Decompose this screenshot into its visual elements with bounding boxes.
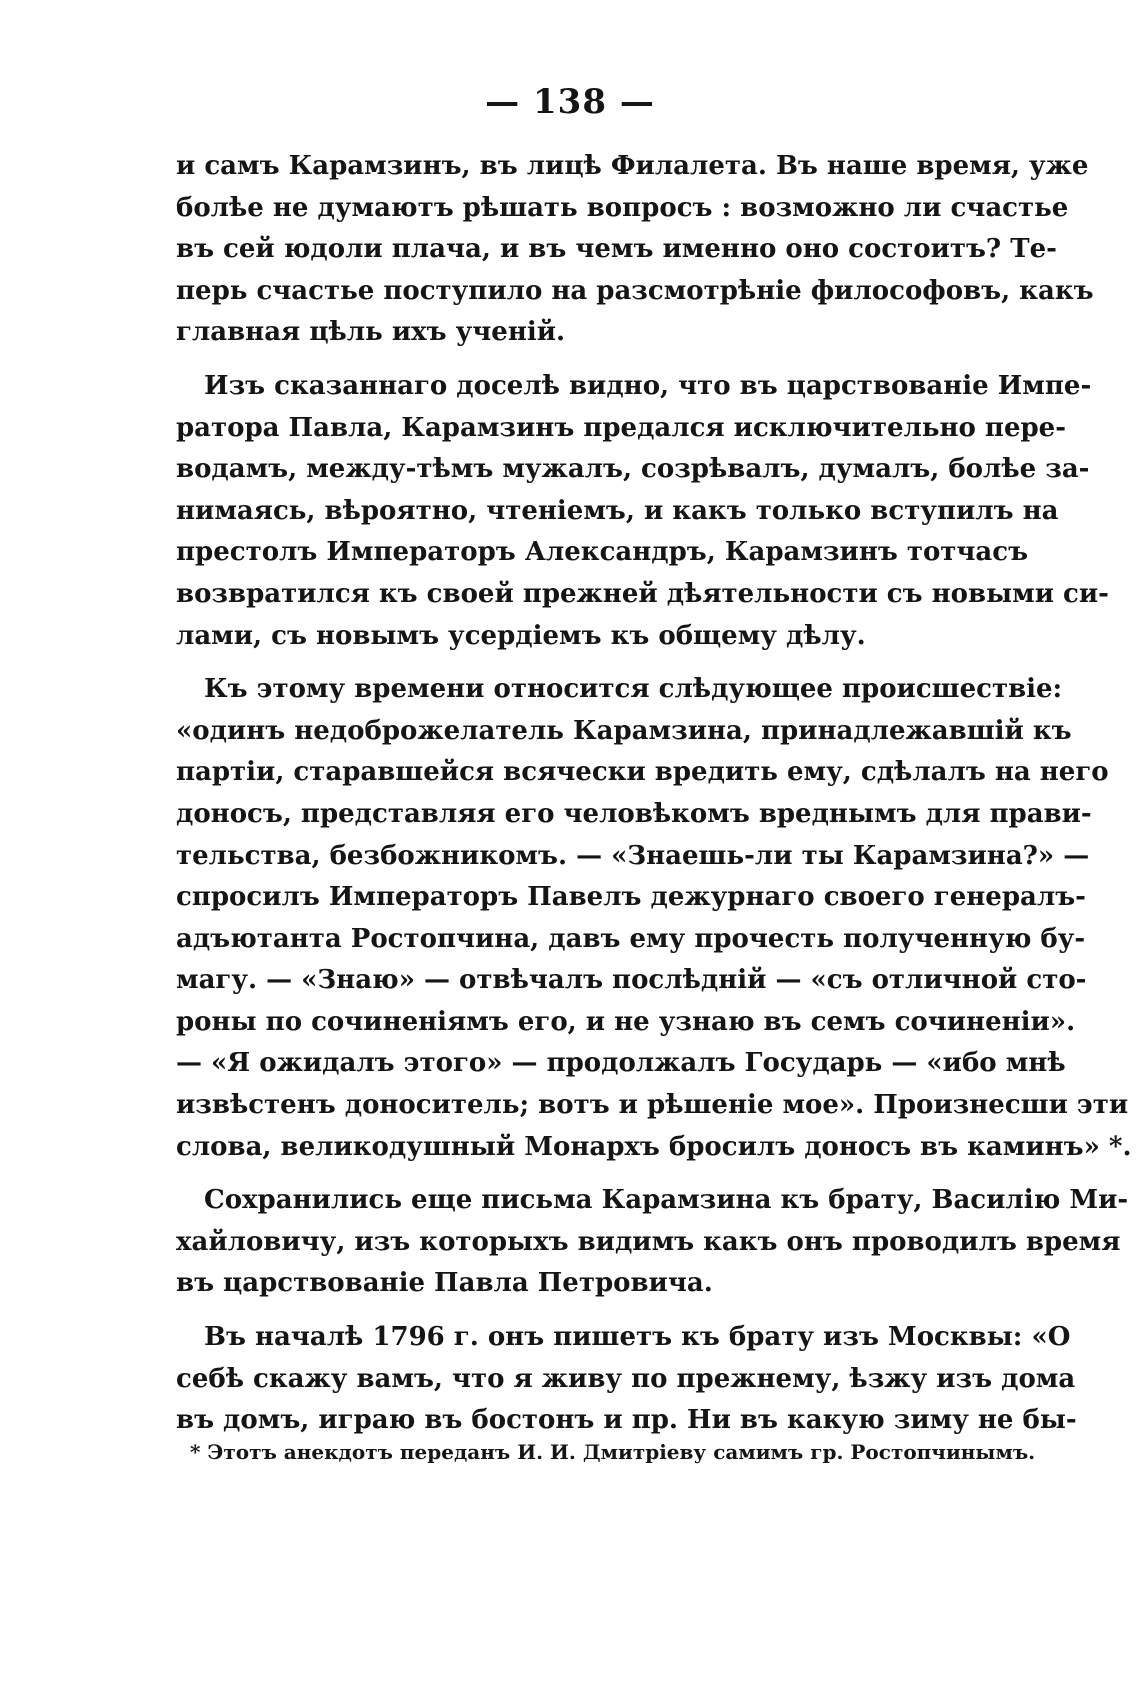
text-line: партіи, старавшейся всячески вредить ему, сдѣлалъ на него: [176, 757, 1109, 788]
text-line: — «Я ожидалъ этого» — продолжалъ Государь — «ибо мнѣ: [176, 1048, 1066, 1079]
text-line: Къ этому времени относится слѣдующее происшествіе:: [204, 674, 1063, 705]
text-line: водамъ, между-тѣмъ мужалъ, созрѣвалъ, думалъ, болѣе за-: [176, 454, 1090, 485]
text-line: перь счастье поступило на разсмотрѣніе философовъ, какъ: [176, 275, 1094, 306]
text-line: хайловичу, изъ которыхъ видимъ какъ онъ проводилъ время: [176, 1226, 1121, 1257]
text-line: болѣе не думаютъ рѣшать вопросъ : возможно ли счастье: [176, 192, 1069, 223]
text-line: лами, съ новымъ усердіемъ къ общему дѣлу.: [176, 620, 866, 651]
paragraph-2: [176, 366, 1109, 657]
paragraph-4: [176, 1180, 1129, 1305]
text-line: магу. — «Знаю» — отвѣчалъ послѣдній — «съ отличной сто-: [176, 965, 1087, 996]
text-line: тельства, безбожникомъ. — «Знаешь-ли ты Карамзина?» —: [176, 840, 1090, 871]
page-number: — 138 —: [485, 82, 655, 122]
text-line: доносъ, представляя его человѣкомъ вреднымъ для прави-: [176, 798, 1092, 829]
text-line: роны по сочиненіямъ его, и не узнаю въ семъ сочиненіи».: [176, 1006, 1076, 1037]
text-line: адъютанта Ростопчина, давъ ему прочесть полученную бу-: [176, 923, 1086, 954]
text-line: въ сей юдоли плача, и въ чемъ именно оно состоитъ? Те-: [176, 234, 1057, 265]
text-line: престолъ Императоръ Александръ, Карамзинъ тотчасъ: [176, 537, 1029, 568]
text-line: ратора Павла, Карамзинъ предался исключительно пере-: [176, 412, 1067, 443]
page-body: [176, 146, 1132, 1442]
paragraph-5: [176, 1317, 1077, 1442]
text-line: въ царствованіе Павла Петровича.: [176, 1268, 713, 1299]
text-line: себѣ скажу вамъ, что я живу по прежнему, ѣзжу изъ дома: [176, 1363, 1076, 1394]
text-line: Изъ сказаннаго доселѣ видно, что въ царствованіе Импе-: [204, 370, 1092, 401]
text-line: нимаясь, вѣроятно, чтеніемъ, и какъ только вступилъ на: [176, 495, 1059, 526]
text-line: «одинъ недоброжелатель Карамзина, принадлежавшій къ: [176, 715, 1072, 746]
text-line: слова, великодушный Монархъ бросилъ доносъ въ каминъ» *.: [176, 1131, 1132, 1162]
text-line: извѣстенъ доноситель; вотъ и рѣшеніе мое». Произнесши эти: [176, 1090, 1129, 1121]
paragraph-3: [176, 669, 1132, 1168]
footnote: * Этотъ анекдотъ переданъ И. И. Дмитріеву самимъ гр. Ростопчинымъ.: [190, 1440, 1036, 1464]
text-line: возвратился къ своей прежней дѣятельности съ новыми си-: [176, 578, 1109, 609]
text-line: спросилъ Императоръ Павелъ дежурнаго своего генералъ-: [176, 882, 1086, 913]
text-line: Сохранились еще письма Карамзина къ брату, Василію Ми-: [204, 1185, 1129, 1216]
text-line: въ домъ, играю въ бостонъ и пр. Ни въ какую зиму не бы-: [176, 1405, 1077, 1436]
paragraph-1: [176, 146, 1094, 354]
text-line: Въ началѣ 1796 г. онъ пишетъ къ брату изъ Москвы: «О: [204, 1322, 1071, 1353]
text-line: главная цѣль ихъ ученій.: [176, 317, 566, 348]
text-line: и самъ Карамзинъ, въ лицѣ Филалета. Въ наше время, уже: [176, 151, 1089, 181]
